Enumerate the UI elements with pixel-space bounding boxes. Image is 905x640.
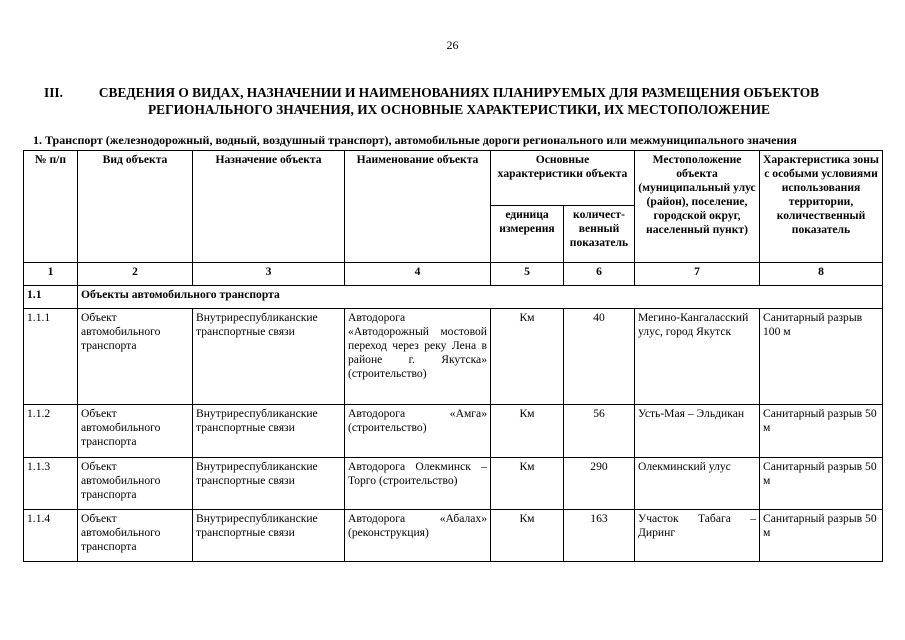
column-number: 8 [760, 263, 883, 286]
section-number: III. [44, 85, 63, 100]
row-unit: Км [491, 405, 564, 458]
row-zone: Санитарный разрыв 50 м [760, 510, 883, 562]
row-location: Участок Табага – Диринг [635, 510, 760, 562]
row-name: Автодорога «Амга» (строительство) [345, 405, 491, 458]
group-row [24, 286, 883, 309]
table-row [24, 458, 883, 510]
column-number: 6 [564, 263, 635, 286]
header-row-top [24, 151, 883, 206]
section-heading [44, 84, 874, 118]
column-number: 5 [491, 263, 564, 286]
row-num: 1.1.3 [24, 458, 78, 510]
row-purpose: Внутриреспубликанские транспортные связи [193, 309, 345, 405]
group-title: Объекты автомобильного транспорта [78, 286, 883, 309]
row-name: Автодорога Олекминск – Торго (строительство) [345, 458, 491, 510]
row-unit: Км [491, 510, 564, 562]
column-number: 4 [345, 263, 491, 286]
column-number: 7 [635, 263, 760, 286]
row-location: Олекминский улус [635, 458, 760, 510]
header-unit: единица измерения [491, 206, 564, 263]
table-row [24, 309, 883, 405]
row-num: 1.1.2 [24, 405, 78, 458]
row-zone: Санитарный разрыв 50 м [760, 405, 883, 458]
row-purpose: Внутриреспубликанские транспортные связи [193, 510, 345, 562]
column-number: 2 [78, 263, 193, 286]
header-name: Наименование объекта [345, 151, 491, 263]
row-name: Автодорога «Автодорожный мостовой переход через реку Лена в районе г. Якутска» (строительство) [345, 309, 491, 405]
header-zone: Характеристика зоны с особыми условиями использования территории, количественный показатель [760, 151, 883, 263]
row-location: Усть-Мая – Эльдикан [635, 405, 760, 458]
column-number-row [24, 263, 883, 286]
group-num: 1.1 [24, 286, 78, 309]
header-num: № п/п [24, 151, 78, 263]
row-unit: Км [491, 309, 564, 405]
column-number: 1 [24, 263, 78, 286]
row-quantity: 163 [564, 510, 635, 562]
column-number: 3 [193, 263, 345, 286]
row-type: Объект автомобильного транспорта [78, 309, 193, 405]
row-num: 1.1.1 [24, 309, 78, 405]
section-title: СВЕДЕНИЯ О ВИДАХ, НАЗНАЧЕНИИ И НАИМЕНОВАНИЯХ ПЛАНИРУЕМЫХ ДЛЯ РАЗМЕЩЕНИЯ ОБЪЕКТОВ РЕГИОНАЛЬНОГО ЗНАЧЕНИЯ, ИХ ОСНОВНЫЕ ХАРАКТЕРИСТИКИ, ИХ МЕСТОПОЛОЖЕНИЕ [98, 85, 820, 117]
row-type: Объект автомобильного транспорта [78, 510, 193, 562]
objects-table [23, 150, 883, 562]
table-row [24, 405, 883, 458]
row-quantity: 290 [564, 458, 635, 510]
row-num: 1.1.4 [24, 510, 78, 562]
header-location: Местоположение объекта (муниципальный улус (район), поселение, городской округ, населенный пункт) [635, 151, 760, 263]
row-zone: Санитарный разрыв 100 м [760, 309, 883, 405]
row-purpose: Внутриреспубликанские транспортные связи [193, 405, 345, 458]
row-unit: Км [491, 458, 564, 510]
header-quantity: количест-венный показатель [564, 206, 635, 263]
row-name: Автодорога «Абалах» (реконструкция) [345, 510, 491, 562]
header-main-characteristics: Основные характеристики объекта [491, 151, 635, 206]
row-location: Мегино-Кангаласский улус, город Якутск [635, 309, 760, 405]
table-row [24, 510, 883, 562]
row-zone: Санитарный разрыв 50 м [760, 458, 883, 510]
subsection-heading: 1. Транспорт (железнодорожный, водный, воздушный транспорт), автомобильные дороги регионального или межмуниципального значения [33, 133, 797, 147]
header-purpose: Назначение объекта [193, 151, 345, 263]
row-quantity: 40 [564, 309, 635, 405]
header-type: Вид объекта [78, 151, 193, 263]
row-purpose: Внутриреспубликанские транспортные связи [193, 458, 345, 510]
row-type: Объект автомобильного транспорта [78, 405, 193, 458]
page-number: 26 [446, 38, 459, 52]
row-quantity: 56 [564, 405, 635, 458]
row-type: Объект автомобильного транспорта [78, 458, 193, 510]
